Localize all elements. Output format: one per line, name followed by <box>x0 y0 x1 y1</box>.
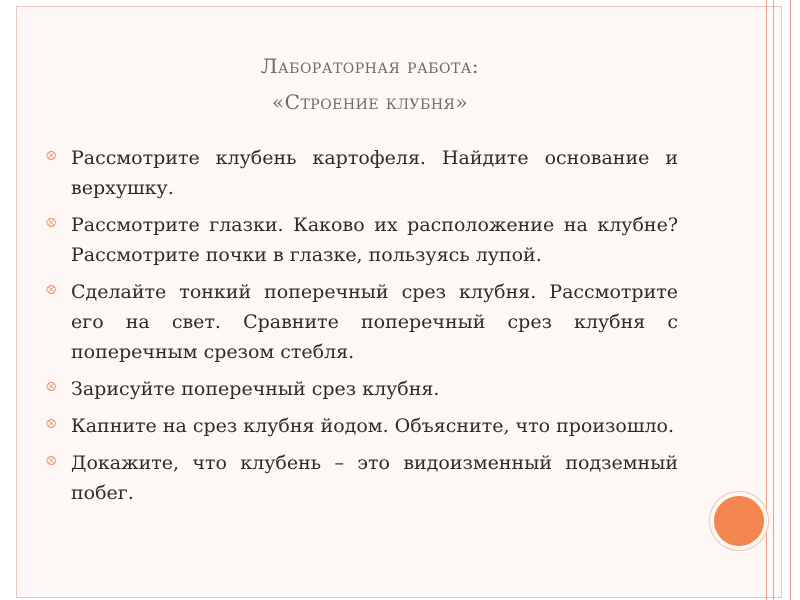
list-item <box>44 411 678 441</box>
list-item <box>44 374 678 404</box>
hollow-arrow-bullet-icon: ⮾ <box>46 149 57 164</box>
list-item-text: Сделайте тонкий поперечный срез клубня. Рассмотрите его на свет. Сравните поперечный срез клубня с поперечным срезом стебля. <box>71 281 678 363</box>
bullet-list <box>44 143 678 515</box>
decorative-rail-line <box>773 0 774 600</box>
slide-title-line-2: «Строение клубня» <box>271 90 469 114</box>
list-item-text: Капните на срез клубня йодом. Объясните, что произошло. <box>71 415 675 437</box>
slide-title <box>150 48 590 120</box>
list-item-text: Зарисуйте поперечный срез клубня. <box>71 378 440 400</box>
slide-title-line-1: Лабораторная работа: <box>260 54 480 78</box>
list-item <box>44 448 678 508</box>
list-item <box>44 277 678 367</box>
hollow-arrow-bullet-icon: ⮾ <box>46 216 57 231</box>
list-item-text: Рассмотрите глазки. Каково их расположение на клубне? Рассмотрите почки в глазке, пользуясь лупой. <box>71 214 678 266</box>
hollow-arrow-bullet-icon: ⮾ <box>46 454 57 469</box>
hollow-arrow-bullet-icon: ⮾ <box>46 380 57 395</box>
hollow-arrow-bullet-icon: ⮾ <box>46 283 57 298</box>
decorative-rail-line <box>790 0 791 600</box>
list-item-text: Рассмотрите клубень картофеля. Найдите основание и верхушку. <box>71 147 678 199</box>
decorative-rail-line <box>766 0 767 600</box>
list-item <box>44 143 678 203</box>
decorative-circle-icon <box>714 496 764 546</box>
list-item <box>44 210 678 270</box>
hollow-arrow-bullet-icon: ⮾ <box>46 417 57 432</box>
list-item-text: Докажите, что клубень – это видоизменный подземный побег. <box>71 452 678 504</box>
